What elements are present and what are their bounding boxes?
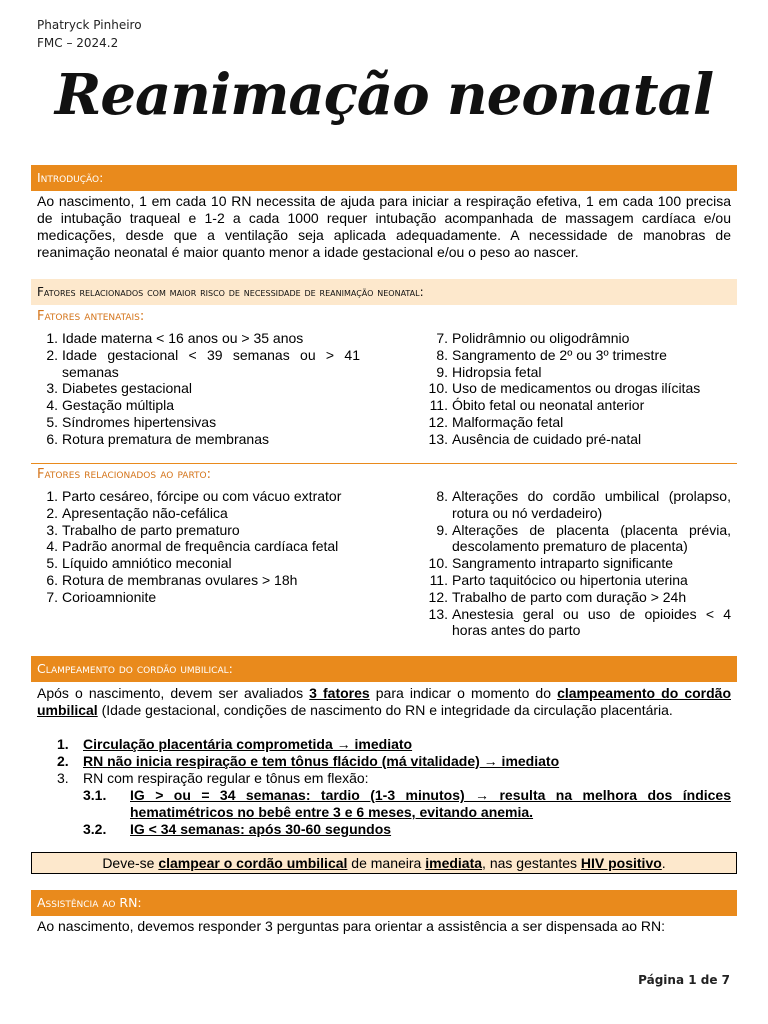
list-item-text: Malformação fetal [452, 413, 564, 430]
list-item-text: Trabalho de parto prematuro [62, 521, 240, 538]
list-item-text: Anestesia geral ou uso de opioides < 4 horas antes do parto [452, 605, 731, 639]
list-item-text: Sangramento de 2º ou 3º trimestre [452, 346, 667, 363]
clamp-subrule-number: 3.1. [83, 787, 107, 803]
list-item-text: Idade gestacional < 39 semanas ou > 41 semanas [62, 346, 360, 380]
section-heading-assist: Assistência ao RN: [31, 890, 737, 916]
list-item-number: 7. [46, 588, 58, 605]
notice-text: Deve-se [102, 855, 159, 871]
list-item-text: Trabalho de parto com duração > 24h [452, 588, 687, 605]
antenatal-list-left [38, 330, 360, 448]
list-item [428, 572, 731, 589]
notice-emphasis: imediata [425, 855, 483, 871]
notice-text: . [661, 855, 666, 871]
clamp-text: (Idade gestacional, condições de nascimento do RN e integridade da circulação placentária. [97, 702, 673, 718]
list-item [428, 488, 731, 522]
list-item-number: 11. [429, 571, 448, 588]
clamp-text: Após o nascimento, devem ser avaliados [37, 685, 310, 701]
labor-list-left [38, 488, 360, 606]
list-item-number: 12. [428, 588, 448, 605]
list-item-number: 11. [429, 397, 448, 414]
list-item-number: 9. [436, 521, 448, 538]
list-item [38, 522, 360, 539]
list-item-number: 6. [46, 430, 58, 447]
list-item-number: 8. [436, 488, 448, 504]
section-heading-clamp: Clampeamento do cordão umbilical: [31, 656, 737, 682]
list-item-number: 13. [428, 605, 448, 622]
section-heading-risk: Fatores relacionados com maior risco de necessidade de reanimação neonatal: [31, 279, 737, 305]
list-item-text: Alterações do cordão umbilical (prolapso, rotura ou nó verdadeiro) [452, 488, 731, 521]
list-item [428, 330, 731, 347]
list-item [428, 364, 731, 381]
page-number: Página 1 de 7 [638, 973, 730, 987]
clamp-factors-emphasis: 3 fatores [309, 685, 370, 701]
list-item-text: Óbito fetal ou neonatal anterior [452, 397, 645, 414]
list-item [38, 397, 360, 414]
clamp-rule [37, 753, 731, 770]
list-item-text: Sangramento intraparto significante [452, 555, 674, 572]
clamp-rules [37, 736, 731, 838]
clamp-rule-number: 3. [57, 770, 69, 786]
list-item-number: 2. [46, 504, 58, 521]
list-item [428, 347, 731, 364]
list-item-text: Síndromes hipertensivas [62, 413, 217, 430]
list-item-number: 8. [436, 346, 448, 363]
clamp-rule-text: RN não inicia respiração e tem tônus flácido (má vitalidade) → imediato [83, 753, 560, 769]
list-item-number: 1. [46, 488, 58, 504]
list-item-text: Alterações de placenta (placenta prévia, descolamento prematuro de placenta) [452, 521, 731, 555]
subheading-antenatal: Fatores antenatais: [37, 309, 145, 324]
list-item-number: 13. [428, 430, 448, 447]
notice-emphasis: clampear o cordão umbilical [158, 855, 348, 871]
list-item [38, 380, 360, 397]
clamp-rule-number: 1. [57, 736, 69, 752]
list-item [38, 431, 360, 448]
list-item-number: 3. [46, 380, 58, 397]
list-item-number: 4. [46, 397, 58, 414]
list-item-number: 2. [46, 346, 58, 363]
list-item [38, 330, 360, 347]
list-item-number: 9. [436, 363, 448, 380]
list-item [428, 589, 731, 606]
author-header [37, 16, 142, 52]
list-item-text: Ausência de cuidado pré-natal [452, 430, 642, 447]
list-item [428, 397, 731, 414]
list-item-text: Idade materna < 16 anos ou > 35 anos [62, 330, 304, 346]
list-item-number: 5. [46, 555, 58, 572]
clamp-cord-emphasis: clampeamento do cordão umbilical [37, 685, 731, 718]
list-item-number: 10. [428, 555, 448, 572]
notice-text: de maneira [347, 855, 426, 871]
divider [31, 463, 737, 464]
list-item [38, 589, 360, 606]
list-item [428, 522, 731, 556]
clamp-text: para indicar o momento do [369, 685, 558, 701]
list-item-number: 7. [436, 330, 448, 346]
list-item [428, 431, 731, 448]
list-item-text: Apresentação não-cefálica [62, 504, 228, 521]
clamp-paragraph [37, 685, 731, 719]
clamp-subrule [37, 821, 731, 838]
list-item-text: Uso de medicamentos ou drogas ilícitas [452, 380, 701, 397]
list-item [428, 555, 731, 572]
list-item-text: Hidropsia fetal [452, 363, 542, 380]
list-item-text: Padrão anormal de frequência cardíaca fetal [62, 538, 339, 555]
clamp-rule [37, 770, 731, 787]
clamp-rule-number: 2. [57, 753, 69, 769]
list-item-text: Parto cesáreo, fórcipe ou com vácuo extrator [62, 488, 342, 504]
list-item-text: Parto taquitócico ou hipertonia uterina [452, 571, 688, 588]
list-item [38, 347, 360, 381]
list-item-text: Corioamnionite [62, 588, 157, 605]
list-item-number: 6. [46, 571, 58, 588]
antenatal-list-right [428, 330, 731, 448]
list-item [38, 538, 360, 555]
intro-paragraph: Ao nascimento, 1 em cada 10 RN necessita de ajuda para iniciar a respiração efetiva, 1 em cada 100 precisa de intubação traqueal e 1-2 a cada 1000 requer intubação acompanhada de massagem cardíaca e/ou medicações, desde que a ventilação seja aplicada adequadamente. A necessidade de manobras de reanimação neonatal é maior quanto menor a idade gestacional e/ou o peso ao nascer. [37, 193, 731, 260]
list-item-text: Gestação múltipla [62, 397, 175, 414]
clamp-rule-text: RN com respiração regular e tônus em flexão: [83, 770, 369, 786]
list-item-text: Líquido amniótico meconial [62, 555, 232, 572]
list-item-number: 10. [428, 380, 448, 397]
clamp-subrule-text: IG < 34 semanas: após 30-60 segundos [130, 821, 392, 837]
clamp-rule-text: Circulação placentária comprometida → imediato [83, 736, 413, 752]
author-name: Phatryck Pinheiro [37, 18, 142, 32]
course-code: FMC – 2024.2 [37, 36, 119, 50]
list-item [428, 414, 731, 431]
list-item [38, 505, 360, 522]
list-item-number: 3. [46, 521, 58, 538]
notice-emphasis: HIV positivo [580, 855, 662, 871]
clamp-subrule [37, 787, 731, 821]
list-item-text: Diabetes gestacional [62, 380, 192, 397]
hiv-notice-box [31, 852, 737, 874]
assist-paragraph: Ao nascimento, devemos responder 3 perguntas para orientar a assistência a ser dispensada ao RN: [37, 918, 666, 934]
page-title: Reanimação neonatal [54, 62, 714, 128]
list-item-text: Rotura de membranas ovulares > 18h [62, 571, 298, 588]
subheading-labor: Fatores relacionados ao parto: [37, 467, 212, 482]
list-item-number: 1. [46, 330, 58, 346]
list-item [38, 555, 360, 572]
list-item-text: Rotura prematura de membranas [62, 430, 269, 447]
list-item [38, 488, 360, 505]
list-item [38, 572, 360, 589]
clamp-subrule-number: 3.2. [83, 821, 107, 837]
list-item [38, 414, 360, 431]
list-item [428, 606, 731, 640]
clamp-rule [37, 736, 731, 753]
clamp-subrule-text: IG > ou = 34 semanas: tardio (1-3 minutos) → resulta na melhora dos índices hematimétricos no bebê entre 3 e 6 meses, evitando anemia. [130, 787, 731, 820]
list-item-number: 5. [46, 413, 58, 430]
labor-list-right [428, 488, 731, 639]
list-item-number: 12. [428, 413, 448, 430]
list-item-number: 4. [46, 538, 58, 555]
list-item-text: Polidrâmnio ou oligodrâmnio [452, 330, 630, 346]
notice-text: , nas gestantes [482, 855, 581, 871]
list-item [428, 380, 731, 397]
section-heading-intro: Introdução: [31, 165, 737, 191]
